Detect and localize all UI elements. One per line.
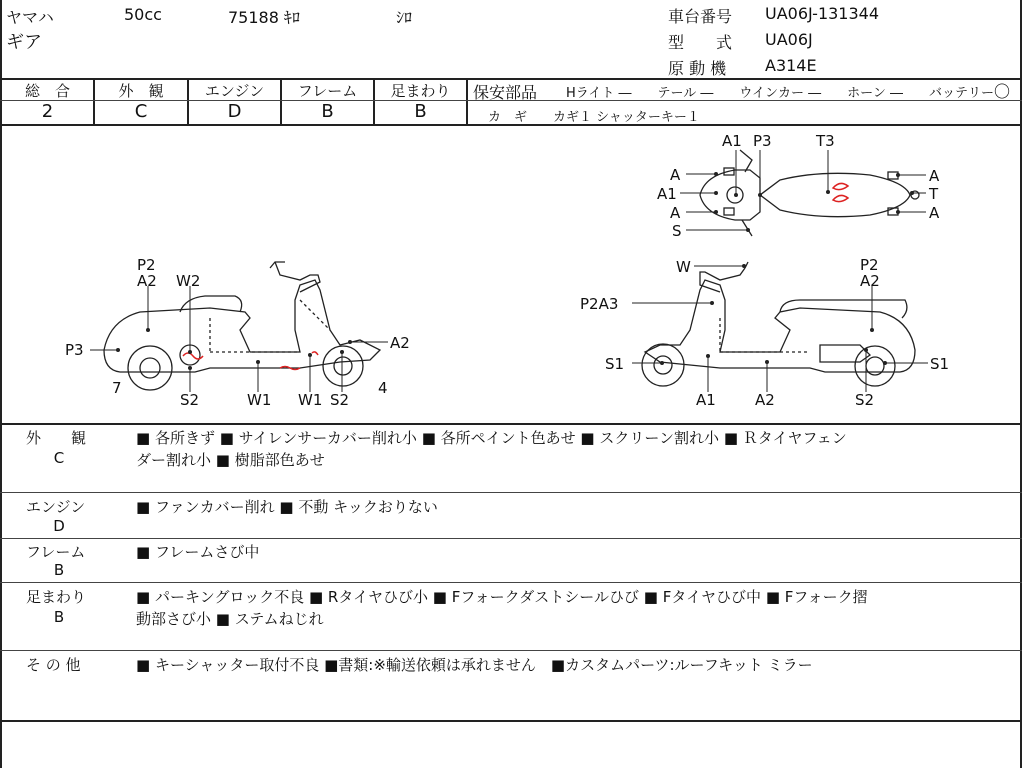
diagram-label: 7	[112, 379, 122, 397]
frame-no: UA06J-131344	[765, 4, 880, 23]
grade-label: 外 観	[118, 82, 164, 100]
grade-label: フレーム	[297, 82, 358, 100]
type-value: UA06J	[765, 30, 813, 49]
distance: 75188 ｷﾛ	[228, 8, 300, 27]
diagram-label: A	[929, 204, 940, 222]
diagram-label: P2	[137, 256, 156, 274]
safety-label: 保安部品	[473, 83, 538, 102]
battery-mark: 〇	[994, 82, 1011, 101]
grade-value: C	[134, 101, 148, 122]
remark-category: そ の 他	[26, 656, 81, 674]
diagram-label: A1	[722, 132, 742, 150]
remark-category: フレーム	[26, 543, 86, 561]
keys-info: カ ギ カギ１ シャッターキー１	[488, 110, 700, 125]
grade-value: B	[321, 101, 334, 122]
top-scooter-outline	[700, 150, 919, 236]
remark-grade: B	[53, 561, 65, 579]
diagram-label: S1	[930, 355, 950, 373]
diagram-label: P3	[65, 341, 84, 359]
diagram-label: W2	[176, 272, 201, 290]
diagram-label: A2	[860, 272, 880, 290]
remark-line: 動部さび小 ■ ステムねじれ	[136, 610, 324, 628]
divider	[0, 423, 1022, 425]
diagram-label: A1	[696, 391, 716, 409]
remark-grade: D	[53, 517, 65, 535]
diagram-label: A2	[137, 272, 157, 290]
diagram-label: S2	[180, 391, 200, 409]
diagram-label: P2	[860, 256, 879, 274]
right-border	[1020, 0, 1022, 768]
diagram-label: A1	[657, 185, 677, 203]
diagram-label: S2	[330, 391, 350, 409]
remark-line: ■ キーシャッター取付不良 ■書類:※輸送依頼は承れません ■カスタムパーツ:ルーフキット ミラー	[136, 656, 813, 674]
remark-grade: B	[53, 608, 65, 626]
grade-value: B	[414, 101, 427, 122]
body-color: ｼﾛ	[396, 8, 413, 27]
diagram-label: A2	[390, 334, 410, 352]
remark-line: ■ パーキングロック不良 ■ Rタイヤひび小 ■ Fフォークダストシールひび ■ Fタイヤひび中 ■ Fフォーク摺	[136, 588, 868, 606]
diagram-label: P2A3	[580, 295, 619, 313]
divider	[0, 582, 1022, 583]
model-name: ギア	[6, 32, 42, 53]
divider	[0, 650, 1022, 651]
engine-value: A314E	[765, 56, 817, 75]
grade-label: 足まわり	[390, 82, 451, 100]
engine-label: 原 動 機	[668, 59, 727, 78]
diagram-label: A	[670, 204, 681, 222]
diagram-label: A	[929, 167, 940, 185]
diagram-label: T3	[816, 132, 835, 150]
diagram-label: P3	[753, 132, 772, 150]
divider	[466, 78, 468, 126]
diagram-label: W1	[298, 391, 323, 409]
remark-category: 足まわり	[26, 588, 87, 606]
damage-diagram	[0, 126, 1020, 424]
frame-no-label: 車台番号	[668, 7, 733, 26]
diagram-label: W1	[247, 391, 272, 409]
displacement: 50cc	[124, 5, 162, 24]
diagram-label: W	[676, 258, 691, 276]
safety-items: Hライト ― テール ― ウインカー ― ホーン ― バッテリー	[566, 86, 995, 101]
divider	[0, 720, 1022, 722]
diagram-label: T	[929, 185, 939, 203]
diagram-label: A2	[755, 391, 775, 409]
divider	[0, 538, 1022, 539]
grade-label: エンジン	[204, 82, 265, 100]
diagram-label: A	[670, 166, 681, 184]
remark-grade: C	[53, 449, 65, 467]
diagram-label: S1	[605, 355, 625, 373]
remark-line: ■ ファンカバー削れ ■ 不動 キックおりない	[136, 498, 438, 516]
remark-line: ダー割れ小 ■ 樹脂部色あせ	[136, 451, 325, 469]
divider	[0, 492, 1022, 493]
diagram-label: 4	[378, 379, 388, 397]
grade-value: D	[227, 101, 242, 122]
remark-category: 外 観	[26, 429, 87, 447]
diagram-label: S2	[855, 391, 875, 409]
grade-label: 総 合	[24, 82, 70, 100]
grade-value: 2	[41, 101, 54, 122]
remark-line: ■ フレームさび中	[136, 543, 260, 561]
diagram-label: S	[672, 222, 682, 240]
type-label: 型 式	[668, 33, 733, 52]
maker: ヤマハ	[6, 8, 54, 27]
remark-category: エンジン	[26, 498, 86, 516]
remark-line: ■ 各所きず ■ サイレンサーカバー削れ小 ■ 各所ペイント色あせ ■ スクリーン割れ小 ■ Ｒタイヤフェン	[136, 429, 847, 447]
